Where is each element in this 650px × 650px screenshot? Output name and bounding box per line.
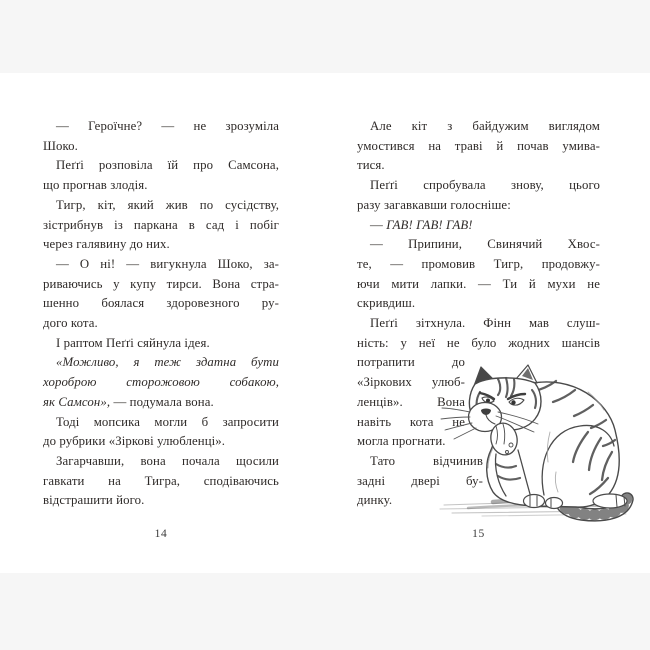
page-text xyxy=(43,117,279,511)
text-line xyxy=(43,156,279,176)
text-line xyxy=(357,216,600,236)
text-line xyxy=(43,452,279,472)
italic-text: ГАВ! ГАВ! ГАВ! xyxy=(386,217,473,232)
text: навіть кота не xyxy=(357,414,465,429)
text: шенно боялася здоровезного ру- xyxy=(43,296,279,311)
text: через галявину до них. xyxy=(43,237,170,252)
text-line xyxy=(43,373,279,393)
text-line xyxy=(43,472,279,492)
text-line xyxy=(357,117,600,137)
text: умостився на траві й почав умива- xyxy=(357,138,600,153)
text: скривдиш. xyxy=(357,296,416,311)
text-line xyxy=(43,235,279,255)
text-line xyxy=(357,176,600,196)
text-line xyxy=(43,176,279,196)
text: Тато відчинив xyxy=(370,453,483,468)
text-line xyxy=(357,294,600,314)
text-line xyxy=(43,432,279,452)
text-line xyxy=(43,353,279,373)
text-line xyxy=(43,413,279,433)
text-line xyxy=(357,314,600,334)
text: тися. xyxy=(357,158,385,173)
page-number: 14 xyxy=(154,528,168,541)
italic-text: «Можливо, я теж здатна бути xyxy=(56,355,279,370)
text-line xyxy=(43,294,279,314)
text-line xyxy=(43,334,279,354)
text: — Припини, Свинячий Хвос- xyxy=(370,237,600,252)
text: І раптом Пеґґі сяйнула ідея. xyxy=(56,335,210,350)
text-line xyxy=(357,196,600,216)
text: гавкати на Тигра, сподіваючись xyxy=(43,473,279,488)
page-number: 15 xyxy=(472,528,485,541)
text: ність: у неї не було жодних шансів xyxy=(357,335,600,350)
italic-text: як Самсон», xyxy=(43,394,114,409)
text-line xyxy=(357,275,600,295)
text: могла прогнати. xyxy=(357,434,446,449)
text: Пеґґі спробувала знову, цього xyxy=(370,178,600,193)
text: разу загавкавши голосніше: xyxy=(357,197,511,212)
text: Тоді мопсика могли б запросити xyxy=(56,414,279,429)
text: ючи мити лапки. — Ти й мухи не xyxy=(357,276,600,291)
cat-illustration xyxy=(438,362,640,532)
text-line xyxy=(357,255,600,275)
page-left xyxy=(43,117,279,541)
text: дого кота. xyxy=(43,316,98,331)
scan-edge-bottom xyxy=(0,573,650,650)
text-line xyxy=(357,334,600,354)
text-line xyxy=(43,196,279,216)
text-line xyxy=(357,156,600,176)
text: до рубрики «Зіркові улюбленці». xyxy=(43,434,226,449)
text: динку. xyxy=(357,493,393,508)
text: — xyxy=(370,217,387,232)
text: — подумала вона. xyxy=(113,394,214,409)
text: Шоко. xyxy=(43,138,78,153)
text: «Зіркових улюб- xyxy=(357,375,465,390)
text-line xyxy=(43,216,279,236)
text-line xyxy=(43,393,279,413)
text-line xyxy=(357,235,600,255)
text: ленців». Вона xyxy=(357,394,465,409)
text-line xyxy=(43,255,279,275)
text: те, — промовив Тигр, продовжу- xyxy=(357,256,600,271)
text-line xyxy=(43,275,279,295)
text: Тигр, кіт, який жив по сусідству, xyxy=(56,197,279,212)
text: задні двері бу- xyxy=(357,473,483,488)
text: Але кіт з байдужим виглядом xyxy=(370,119,600,133)
text: риваючись у купу тирси. Вона стра- xyxy=(43,276,279,291)
text: відстрашити його. xyxy=(43,493,145,508)
text: — Героїчне? — не зрозуміла xyxy=(56,119,279,133)
text: зістрибнув із паркана в сад і побіг xyxy=(43,217,279,232)
italic-text: хороброю сторожовою собакою, xyxy=(43,375,279,390)
text-line xyxy=(43,117,279,137)
text: Загарчавши, вона почала щосили xyxy=(56,453,279,468)
text: Пеґґі зітхнула. Фінн мав слуш- xyxy=(370,316,600,331)
text-line xyxy=(43,137,279,157)
text: Пеґґі розповіла їй про Самсона, xyxy=(56,158,279,173)
text-line xyxy=(43,314,279,334)
scan-edge-top xyxy=(0,0,650,73)
text: — О ні! — вигукнула Шоко, за- xyxy=(56,256,279,271)
text-line xyxy=(357,137,600,157)
text: що прогнав злодія. xyxy=(43,178,148,193)
text-line xyxy=(43,491,279,511)
text: потрапити до xyxy=(357,355,465,370)
